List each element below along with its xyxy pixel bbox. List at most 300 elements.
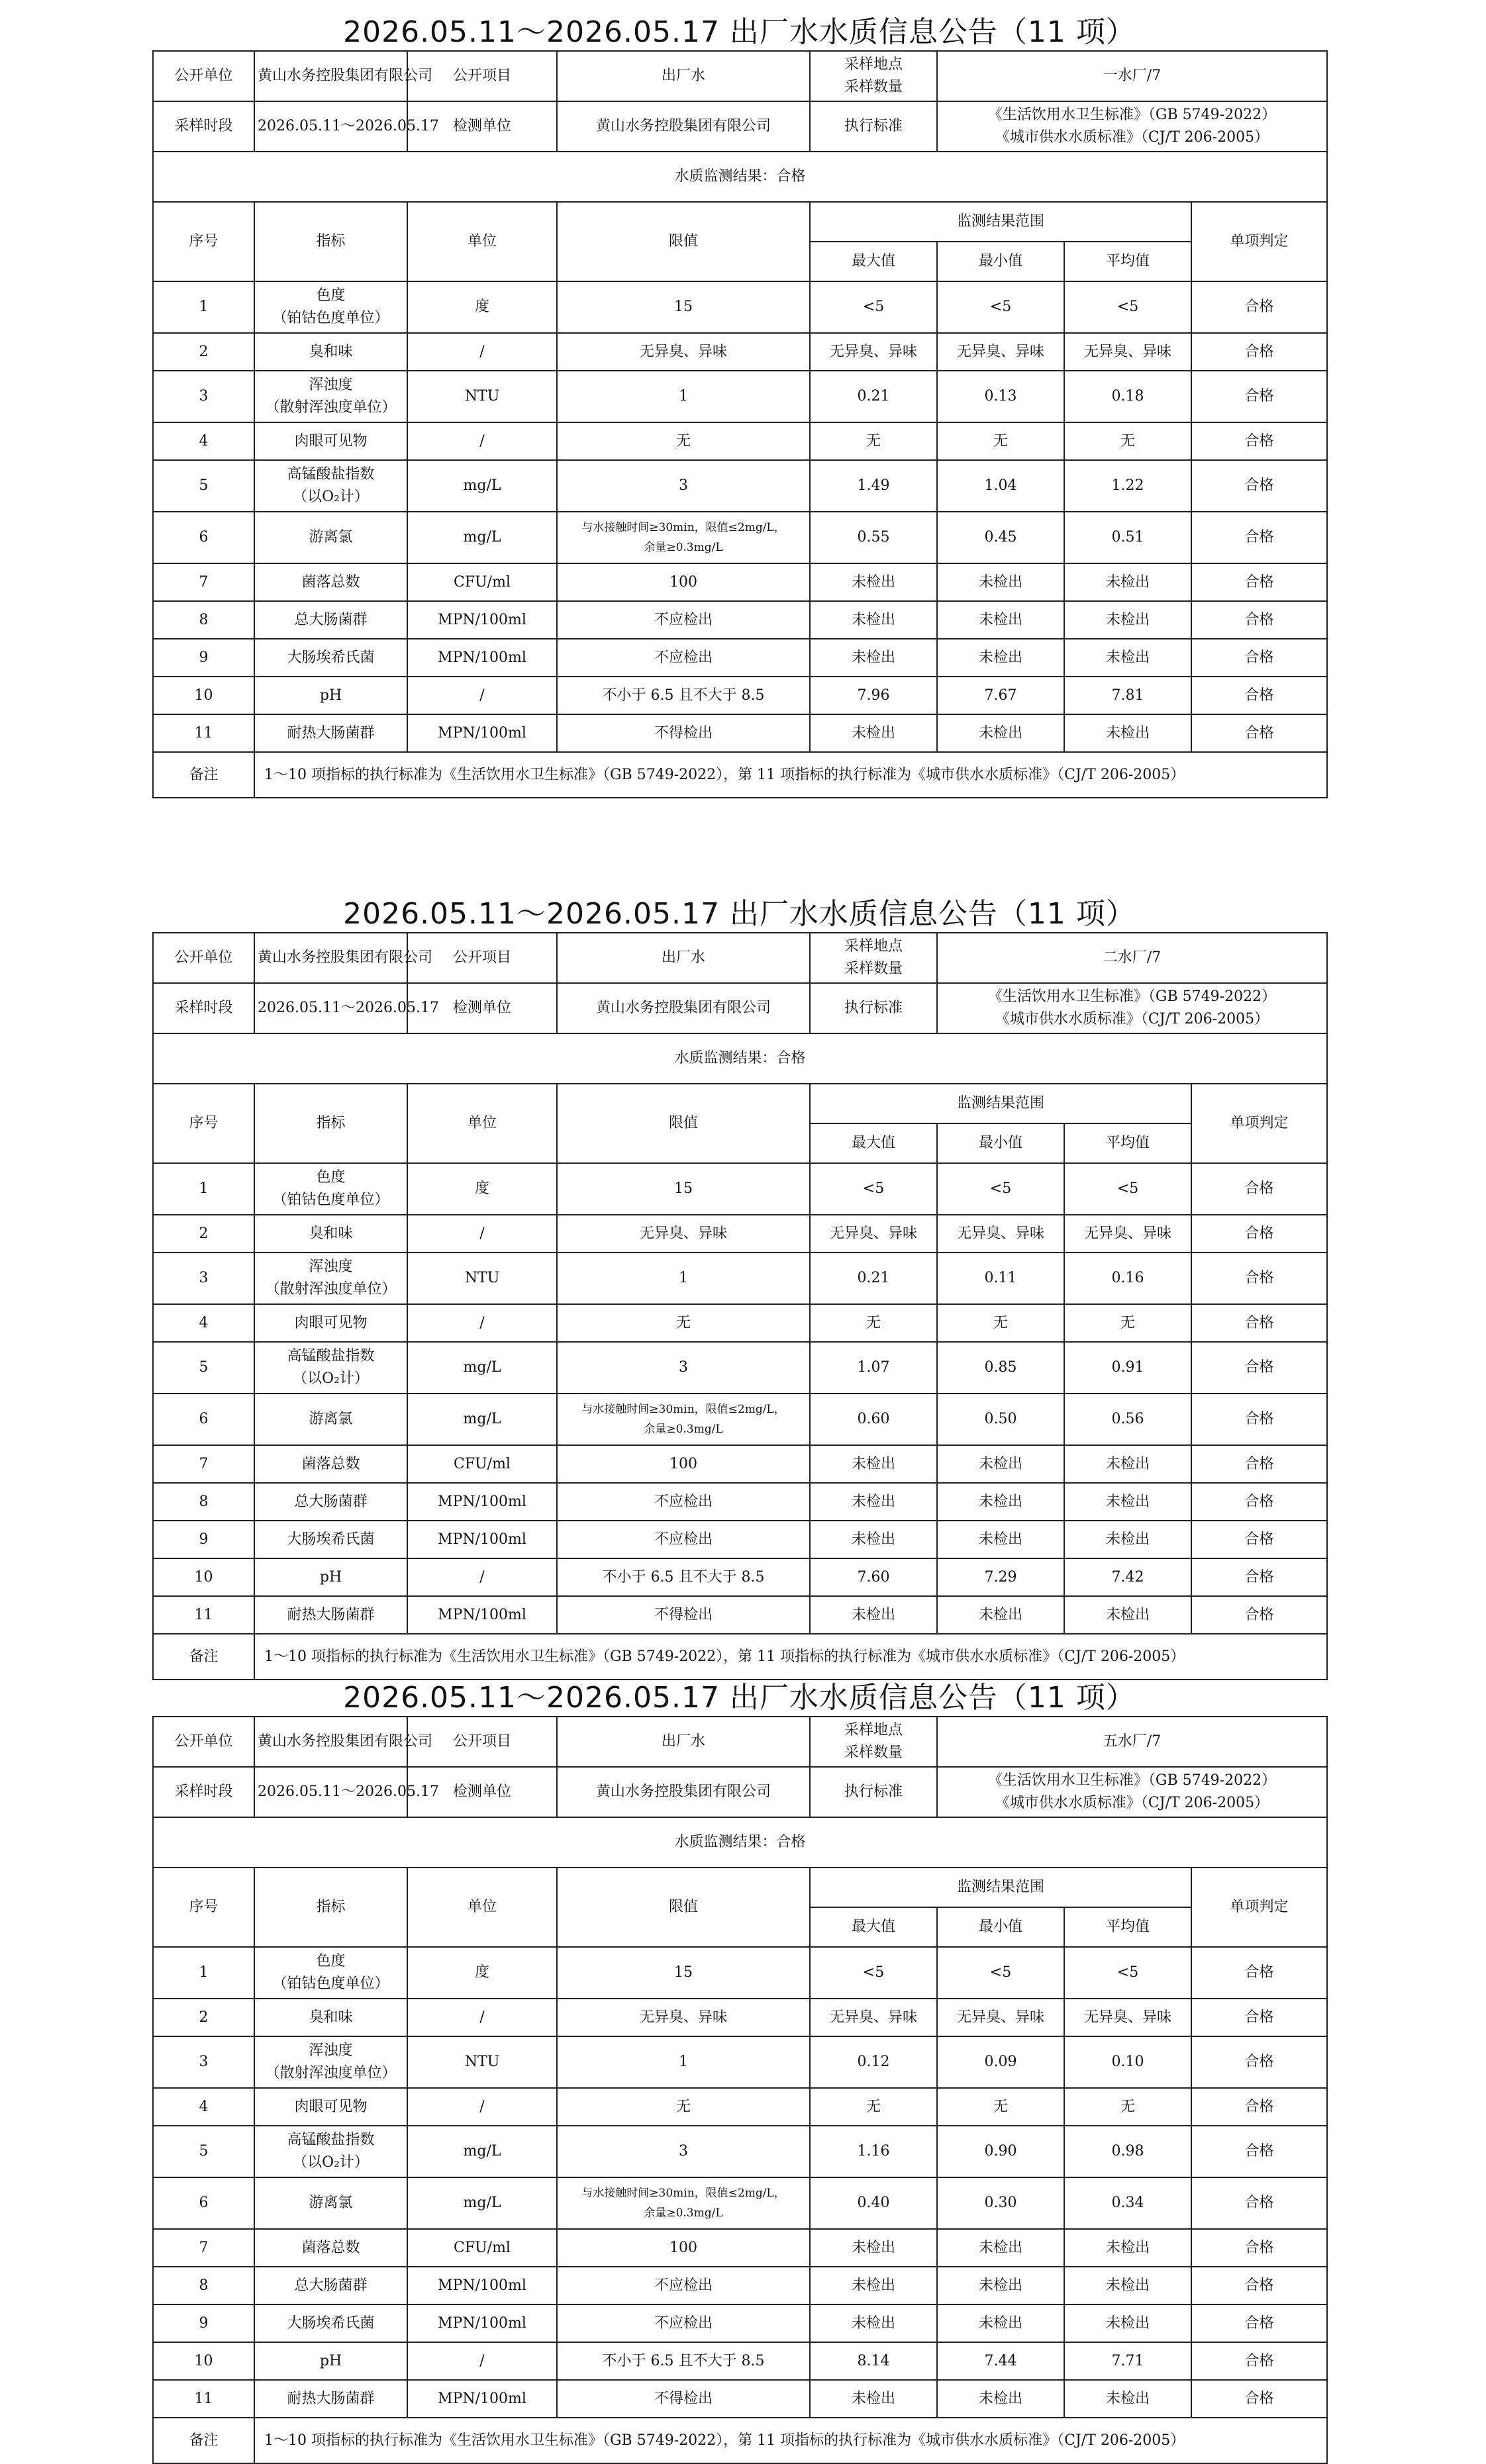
table-cell [937, 2304, 1064, 2342]
judgement-value: 合格 [1244, 1493, 1274, 1510]
table-cell [407, 1215, 557, 1253]
min-value: 0.30 [984, 2195, 1017, 2211]
project-value: 出厂水 [661, 68, 705, 84]
table-cell [557, 639, 810, 677]
table-cell [1064, 677, 1191, 714]
table-cell [937, 714, 1064, 752]
max-value: 未检出 [851, 573, 895, 591]
min-value: 未检出 [978, 649, 1022, 666]
row-unit: MPN/100ml [438, 611, 526, 628]
max-value: 无异臭、异味 [829, 343, 917, 360]
header-range: 监测结果范围 [956, 213, 1044, 230]
row-no: 10 [194, 687, 213, 704]
table-cell [1064, 460, 1191, 512]
table-cell [810, 1215, 937, 1253]
row-unit: mg/L [463, 2143, 501, 2159]
table-cell [557, 1596, 810, 1634]
table-cell [407, 333, 557, 371]
remark-text: 1～10 项指标的执行标准为《生活饮用水卫生标准》（GB 5749-2022），第 11 项指标的执行标准为《城市供水水质标准》（CJ/T 206-2005） [264, 1648, 1185, 1665]
cell-label [810, 51, 937, 101]
header-judgement: 单项判定 [1230, 1115, 1289, 1131]
table-cell [153, 2177, 254, 2229]
table-cell [810, 1999, 937, 2036]
table-cell [407, 1445, 557, 1483]
avg-value: 未检出 [1105, 2239, 1150, 2256]
indicator-name: pH [319, 2352, 342, 2369]
cell-value [557, 51, 810, 101]
max-value: 未检出 [851, 1455, 895, 1472]
table-row [153, 714, 1327, 752]
limit-value: 100 [669, 573, 697, 591]
period-value: 2026.05.11～2026.05.17 [258, 1783, 439, 1800]
min-value: 无异臭、异味 [956, 1225, 1044, 1242]
row-no: 11 [194, 724, 213, 741]
indicator-name: 耐热大肠菌群 [287, 1606, 375, 1623]
max-value: 0.40 [857, 2195, 890, 2211]
table-cell [937, 2342, 1064, 2380]
table-cell [810, 2342, 937, 2380]
table-cell [557, 1558, 810, 1596]
table-row [153, 422, 1327, 460]
row-no: 2 [199, 343, 209, 360]
row-no: 6 [199, 1411, 209, 1427]
table-cell [1064, 1342, 1191, 1394]
min-value: <5 [989, 299, 1012, 315]
indicator-name: pH [319, 687, 342, 704]
header-limit: 限值 [668, 1115, 698, 1131]
judgement-value: 合格 [1244, 2009, 1274, 2026]
indicator-unit-note: （散射浑浊度单位） [265, 2065, 397, 2081]
table-cell [153, 1394, 254, 1445]
table-row [153, 333, 1327, 371]
label-publisher: 公开单位 [174, 949, 233, 966]
remark-text: 1～10 项指标的执行标准为《生活饮用水卫生标准》（GB 5749-2022），第 11 项指标的执行标准为《城市供水水质标准》（CJ/T 206-2005） [264, 2432, 1185, 2449]
table-cell [557, 2036, 810, 2088]
table-cell [407, 1596, 557, 1634]
label-standard: 执行标准 [844, 1783, 903, 1800]
row-no: 7 [199, 573, 209, 591]
max-value: 无 [866, 432, 881, 450]
row-unit: / [479, 1225, 485, 1242]
table-row [153, 2304, 1327, 2342]
indicator-name: 浑浊度 [309, 2042, 353, 2059]
table-cell [1064, 512, 1191, 563]
judgement-value: 合格 [1244, 343, 1274, 360]
header-no: 序号 [189, 1115, 219, 1131]
row-no: 2 [199, 2009, 209, 2026]
table-cell [254, 512, 407, 563]
row-unit: NTU [464, 1270, 500, 1286]
judgement-value: 合格 [1244, 1531, 1274, 1548]
indicator-name: 耐热大肠菌群 [287, 724, 375, 741]
cell-label [153, 101, 254, 152]
row-no: 3 [199, 388, 209, 404]
table-cell [254, 1596, 407, 1634]
remark-cell [254, 752, 1327, 798]
avg-value: 未检出 [1105, 2314, 1150, 2332]
row-unit: MPN/100ml [438, 2277, 526, 2294]
indicator-name: 肉眼可见物 [294, 1314, 368, 1331]
max-value: 未检出 [851, 1493, 895, 1510]
header-cell [254, 1868, 407, 1947]
limit-value: 无异臭、异味 [639, 1225, 727, 1242]
row-unit: / [479, 2098, 485, 2115]
table-cell [153, 1445, 254, 1483]
max-value: 0.12 [857, 2054, 890, 2070]
header-cell [810, 1907, 937, 1947]
cell-value [557, 1717, 810, 1767]
indicator-name: 高锰酸盐指数 [287, 1348, 375, 1364]
table-cell [557, 1394, 810, 1445]
max-value: 无异臭、异味 [829, 1225, 917, 1242]
table-cell [937, 1163, 1064, 1215]
row-no: 11 [194, 1606, 213, 1623]
header-cell [153, 1868, 254, 1947]
row-unit: / [479, 1568, 485, 1586]
avg-value: 无异臭、异味 [1083, 1225, 1171, 1242]
table-row [153, 601, 1327, 639]
table-cell [153, 563, 254, 601]
limit-value: 1 [679, 2054, 688, 2070]
limit-line-2: 余量≥0.3mg/L [644, 541, 723, 554]
row-no: 1 [199, 1180, 209, 1197]
label-publisher: 公开单位 [174, 68, 233, 84]
cell-value [557, 1767, 810, 1817]
avg-value: 无异臭、异味 [1083, 343, 1171, 360]
remark-text: 1～10 项指标的执行标准为《生活饮用水卫生标准》（GB 5749-2022），第 11 项指标的执行标准为《城市供水水质标准》（CJ/T 206-2005） [264, 766, 1185, 783]
row-no: 8 [199, 1493, 209, 1510]
judgement-value: 合格 [1244, 1568, 1274, 1586]
row-unit: MPN/100ml [438, 2314, 526, 2332]
max-value: 未检出 [851, 649, 895, 666]
row-no: 6 [199, 529, 209, 545]
table-cell [254, 2126, 407, 2177]
header-unit: 单位 [467, 233, 497, 250]
table-cell [153, 281, 254, 333]
table-cell [557, 460, 810, 512]
row-unit: CFU/ml [454, 1455, 511, 1472]
table-cell [557, 422, 810, 460]
table-row [153, 1445, 1327, 1483]
min-value: 0.50 [984, 1411, 1017, 1427]
table-cell [810, 714, 937, 752]
avg-value: 0.56 [1111, 1411, 1144, 1427]
limit-value: 无 [675, 1314, 691, 1331]
table-cell [557, 281, 810, 333]
header-max: 最大值 [851, 1919, 895, 1935]
table-cell [937, 281, 1064, 333]
table-cell [407, 1253, 557, 1304]
report-title: 2026.05.11～2026.05.17 出厂水水质信息公告（11 项） [343, 15, 1136, 49]
min-value: 无 [993, 1314, 1008, 1331]
max-value: 未检出 [851, 611, 895, 628]
max-value: 未检出 [851, 2277, 895, 2294]
indicator-unit-note: （散射浑浊度单位） [265, 1281, 397, 1298]
avg-value: 0.16 [1111, 1270, 1144, 1286]
standard-line-1: 《生活饮用水卫生标准》（GB 5749-2022） [987, 988, 1277, 1005]
indicator-name: 耐热大肠菌群 [287, 2390, 375, 2407]
row-no: 5 [199, 477, 209, 494]
header-unit: 单位 [467, 1115, 497, 1131]
header-cell [254, 1084, 407, 1163]
indicator-unit-note: （铂钴色度单位） [272, 310, 389, 326]
row-unit: MPN/100ml [438, 2390, 526, 2407]
table-cell [1191, 1445, 1327, 1483]
table-cell [810, 2088, 937, 2126]
table-cell [810, 601, 937, 639]
cell-value [254, 1717, 433, 1767]
judgement-value: 合格 [1244, 299, 1274, 315]
header-cell [810, 1084, 1191, 1123]
table-cell [254, 1253, 407, 1304]
max-value: 7.60 [857, 1568, 890, 1586]
table-cell [254, 2088, 407, 2126]
table-cell [937, 1215, 1064, 1253]
judgement-value: 合格 [1244, 1964, 1274, 1981]
limit-line-1: 与水接触时间≥30min，限值≤2mg/L， [581, 521, 785, 534]
table-cell [1191, 1947, 1327, 1999]
table-cell [407, 1999, 557, 2036]
table-cell [937, 1521, 1064, 1558]
min-value: 未检出 [978, 1455, 1022, 1472]
limit-value: 不得检出 [654, 1606, 713, 1623]
row-no: 3 [199, 2054, 209, 2070]
label-site: 采样地点 [844, 1722, 903, 1738]
indicator-unit-note: （以O₂计） [293, 2154, 369, 2171]
min-value: 未检出 [978, 1606, 1022, 1623]
judgement-value: 合格 [1244, 1606, 1274, 1623]
table-cell [407, 281, 557, 333]
row-no: 7 [199, 1455, 209, 1472]
table-row [153, 1304, 1327, 1342]
min-value: 未检出 [978, 2239, 1022, 2256]
indicator-name: 菌落总数 [301, 1455, 360, 1472]
site-value: 二水厂/7 [1103, 949, 1162, 966]
avg-value: 7.42 [1111, 1568, 1144, 1586]
table-cell [254, 601, 407, 639]
table-cell [153, 460, 254, 512]
table-cell [254, 563, 407, 601]
table-cell [937, 371, 1064, 422]
row-no: 1 [199, 1964, 209, 1981]
table-cell [153, 1596, 254, 1634]
table-cell [557, 714, 810, 752]
table-cell [254, 639, 407, 677]
row-unit: / [479, 1314, 485, 1331]
table-cell [557, 677, 810, 714]
indicator-name: 肉眼可见物 [294, 432, 368, 450]
table-cell [1064, 1215, 1191, 1253]
table-cell [1064, 1304, 1191, 1342]
table-cell [254, 677, 407, 714]
table-cell [937, 2380, 1064, 2418]
indicator-name: 色度 [316, 1953, 346, 1969]
table-cell [810, 1483, 937, 1521]
row-unit: mg/L [463, 1359, 501, 1376]
table-cell [557, 563, 810, 601]
indicator-unit-note: （散射浑浊度单位） [265, 399, 397, 416]
table-cell [557, 1215, 810, 1253]
table-cell [937, 677, 1064, 714]
indicator-unit-note: （铂钴色度单位） [272, 1192, 389, 1208]
limit-value: 无 [675, 2098, 691, 2115]
table-cell [1191, 1596, 1327, 1634]
table-cell [407, 512, 557, 563]
label-period: 采样时段 [174, 118, 233, 134]
table-cell [937, 1947, 1064, 1999]
max-value: <5 [862, 299, 885, 315]
table-row [153, 2177, 1327, 2229]
max-value: <5 [862, 1964, 885, 1981]
avg-value: 未检出 [1105, 1531, 1150, 1548]
min-value: 0.13 [984, 388, 1017, 404]
table-cell [407, 1163, 557, 1215]
table-cell [810, 639, 937, 677]
table-cell [407, 1483, 557, 1521]
table-cell [407, 1304, 557, 1342]
max-value: 未检出 [851, 2314, 895, 2332]
limit-value: 不应检出 [654, 611, 713, 628]
table-cell [1191, 677, 1327, 714]
label-standard: 执行标准 [844, 118, 903, 134]
limit-line-2: 余量≥0.3mg/L [644, 2206, 723, 2220]
header-cell [810, 242, 937, 281]
label-remark: 备注 [189, 1648, 219, 1665]
table-cell [1191, 2177, 1327, 2229]
header-cell [1191, 1084, 1327, 1163]
limit-value: 100 [669, 1455, 697, 1472]
min-value: <5 [989, 1964, 1012, 1981]
label-remark: 备注 [189, 2432, 219, 2449]
indicator-name: 高锰酸盐指数 [287, 466, 375, 483]
max-value: 8.14 [857, 2352, 890, 2369]
table-cell [1191, 2229, 1327, 2267]
judgement-value: 合格 [1244, 1314, 1274, 1331]
table-cell [937, 2126, 1064, 2177]
table-cell [1064, 2126, 1191, 2177]
table-cell [407, 639, 557, 677]
table-cell [254, 2177, 407, 2229]
avg-value: 未检出 [1105, 2390, 1150, 2407]
table-cell [254, 1394, 407, 1445]
row-no: 1 [199, 299, 209, 315]
remark-cell [254, 1634, 1327, 1680]
table-cell [153, 677, 254, 714]
table-cell [153, 601, 254, 639]
table-cell [1064, 1521, 1191, 1558]
table-cell [153, 1558, 254, 1596]
table-cell [407, 1947, 557, 1999]
table-cell [153, 2380, 254, 2418]
cell-value [937, 1717, 1327, 1767]
avg-value: 0.10 [1111, 2054, 1144, 2070]
standard-line-2: 《城市供水水质标准》（CJ/T 206-2005） [995, 1795, 1269, 1811]
standard-line-2: 《城市供水水质标准》（CJ/T 206-2005） [995, 129, 1269, 146]
table-cell [153, 422, 254, 460]
table-cell [557, 2126, 810, 2177]
table-row [153, 1215, 1327, 1253]
min-value: 未检出 [978, 2314, 1022, 2332]
standard-line-2: 《城市供水水质标准》（CJ/T 206-2005） [995, 1011, 1269, 1027]
table-row [153, 2088, 1327, 2126]
table-cell [153, 1304, 254, 1342]
publisher-value: 黄山水务控股集团有限公司 [258, 68, 433, 84]
table-cell [407, 563, 557, 601]
row-no: 4 [199, 1314, 209, 1331]
limit-value: 15 [674, 1180, 693, 1197]
header-range: 监测结果范围 [956, 1879, 1044, 1895]
judgement-value: 合格 [1244, 649, 1274, 666]
max-value: 未检出 [851, 1531, 895, 1548]
table-cell [153, 2036, 254, 2088]
judgement-value: 合格 [1244, 1270, 1274, 1286]
header-indicator: 指标 [316, 1899, 346, 1915]
cell-value [254, 101, 439, 152]
result-row [153, 1817, 1327, 1868]
avg-value: 7.71 [1111, 2352, 1144, 2369]
label-count: 采样数量 [844, 79, 903, 95]
table-cell [1064, 1163, 1191, 1215]
cell-value [937, 1767, 1327, 1817]
table-row [153, 1596, 1327, 1634]
table-cell [407, 2229, 557, 2267]
judgement-value: 合格 [1244, 1411, 1274, 1427]
table-cell [1191, 2036, 1327, 2088]
cell-value [557, 983, 810, 1033]
table-cell [407, 601, 557, 639]
table-cell [254, 714, 407, 752]
table-cell [937, 1394, 1064, 1445]
indicator-unit-note: （铂钴色度单位） [272, 1975, 389, 1992]
row-no: 5 [199, 1359, 209, 1376]
table-cell [1064, 2177, 1191, 2229]
table-cell [557, 1445, 810, 1483]
table-cell [407, 714, 557, 752]
cell-label [810, 1767, 937, 1817]
table-cell [557, 1947, 810, 1999]
row-no: 9 [199, 2314, 209, 2332]
judgement-value: 合格 [1244, 1225, 1274, 1242]
header-cell [937, 1123, 1064, 1163]
table-cell [1191, 512, 1327, 563]
table-cell [153, 1215, 254, 1253]
table-cell [254, 1304, 407, 1342]
table-cell [407, 677, 557, 714]
table-cell [153, 714, 254, 752]
table-cell [254, 2229, 407, 2267]
label-tester: 检测单位 [452, 1783, 511, 1800]
limit-line-1: 与水接触时间≥30min，限值≤2mg/L， [581, 2187, 785, 2200]
cell-label [810, 933, 937, 983]
tester-value: 黄山水务控股集团有限公司 [595, 1783, 771, 1800]
row-no: 9 [199, 1531, 209, 1548]
min-value: 7.67 [984, 687, 1017, 704]
period-value: 2026.05.11～2026.05.17 [258, 118, 439, 134]
limit-value: 3 [679, 2143, 688, 2159]
project-value: 出厂水 [661, 949, 705, 966]
max-value: <5 [862, 1180, 885, 1197]
max-value: 0.55 [857, 529, 890, 545]
table-cell [557, 371, 810, 422]
table-cell [810, 1558, 937, 1596]
header-unit: 单位 [467, 1899, 497, 1915]
judgement-value: 合格 [1244, 432, 1274, 450]
table-cell [1064, 422, 1191, 460]
table-cell [937, 1483, 1064, 1521]
table-cell [937, 1445, 1064, 1483]
judgement-value: 合格 [1244, 687, 1274, 704]
table-cell [254, 1947, 407, 1999]
